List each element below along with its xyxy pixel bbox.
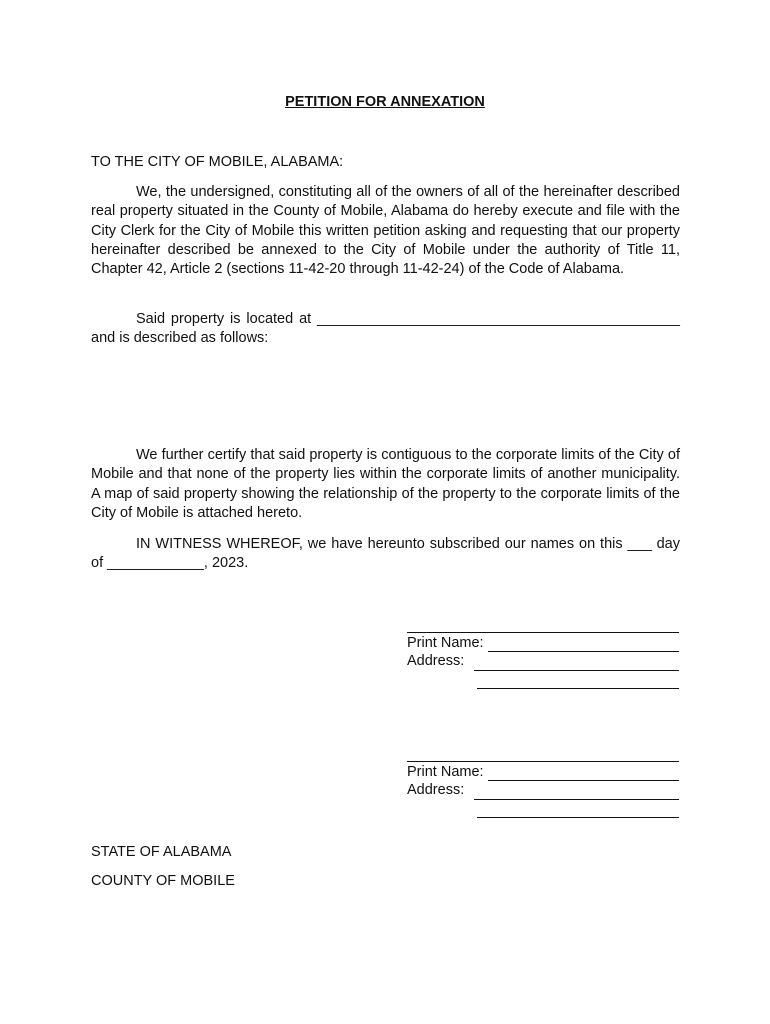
state-line: STATE OF ALABAMA [91, 844, 232, 860]
document-title: PETITION FOR ANNEXATION [285, 94, 485, 110]
address-label: Address: [407, 782, 465, 798]
property-location-text: Said property is located at _____________________________________________ and is described as follows: [91, 311, 680, 347]
witness-text: IN WITNESS WHEREOF, we have hereunto subscribed our names on this ___ day of ____________, 2023. [91, 536, 680, 572]
print-name-blank [488, 636, 679, 652]
property-location-paragraph [91, 310, 680, 349]
owners-paragraph [91, 183, 680, 279]
signature-line [407, 743, 679, 762]
address-row [407, 652, 679, 671]
print-name-label: Print Name: [407, 763, 484, 780]
witness-paragraph [91, 535, 680, 574]
signature-block-2 [407, 743, 679, 818]
print-name-row [407, 634, 679, 653]
address-label: Address: [407, 653, 465, 669]
contiguity-text: We further certify that said property is contiguous to the corporate limits of the City of Mobile and that none of the property lies within the corporate limits of another municipality. A map of said property showing the relationship of the property to the corporate limits of the City of Mobile is attached hereto. [91, 447, 680, 521]
address-row-2 [407, 800, 679, 819]
address-row-2 [407, 671, 679, 690]
address-blank-2 [477, 802, 679, 818]
address-row [407, 781, 679, 800]
contiguity-paragraph [91, 446, 680, 523]
addressee-line: TO THE CITY OF MOBILE, ALABAMA: [91, 154, 344, 170]
address-blank [474, 655, 679, 671]
print-name-label: Print Name: [407, 634, 484, 651]
signature-line [407, 614, 679, 633]
print-name-blank [488, 765, 679, 781]
county-line: COUNTY OF MOBILE [91, 873, 235, 889]
print-name-row [407, 763, 679, 782]
owners-paragraph-text: We, the undersigned, constituting all of the owners of all of the hereinafter described real property situated in the County of Mobile, Alabama do hereby execute and file with the City Clerk for the City of Mobile this written petition asking and requesting that our property hereinafter described be annexed to the City of Mobile under the authority of Title 11, Chapter 42, Article 2 (sections 11-42-20 through 11-42-24) of the Code of Alabama. [91, 184, 680, 278]
address-blank [474, 784, 679, 800]
address-blank-2 [477, 673, 679, 689]
signature-block-1 [407, 614, 679, 689]
